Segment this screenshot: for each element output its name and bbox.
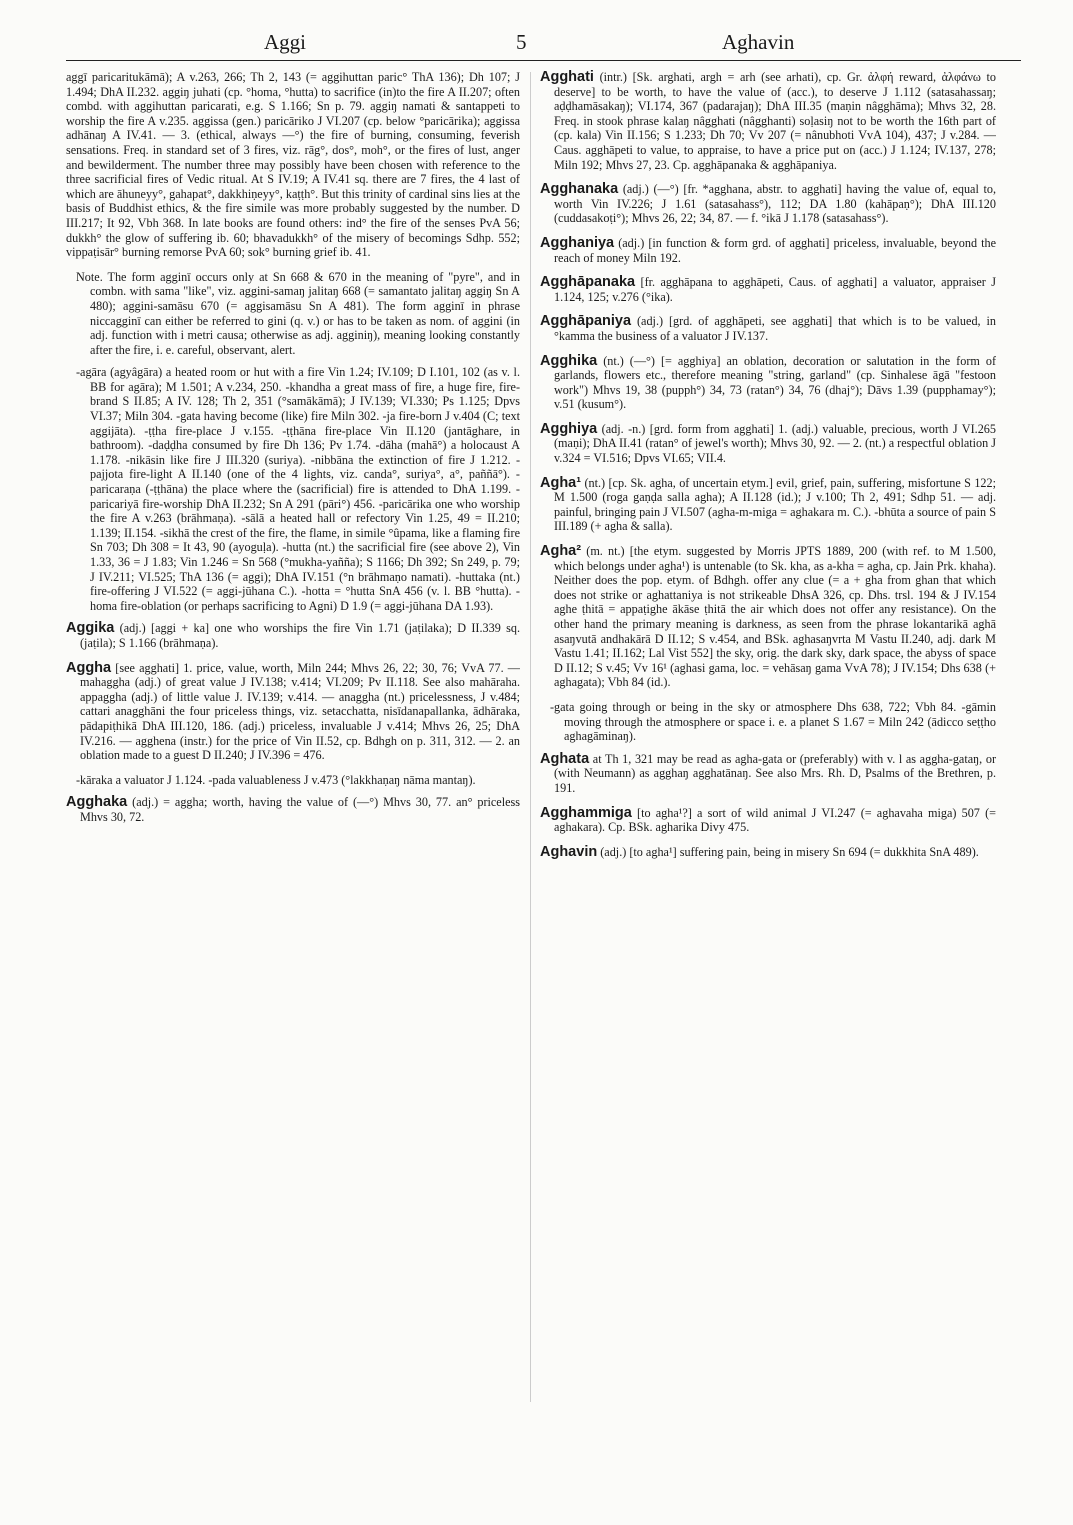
entry-headword: Agghāpanaka [540,274,636,291]
entry-body: (nt.) (—°) [= agghiya] an oblation, decoration or salutation in the form of garlands, flowers etc., therefore meaning "string, garland" (cp. Sinhalese āgā "festoon work") Mhvs 19, 38 (pupph°) 34, 73 (ratan°) 34, 76 (dhaj°); Dāvs 1.39 (pupphamay°); v.51 (kusum°). [554,353,996,412]
dictionary-entry [66,661,520,763]
page-number: 5 [516,30,527,54]
entry-body: -kāraka a valuator J 1.124. -pada valuableness J v.473 (°lakkhaṇaŋ nāma mantaŋ). [76,772,476,787]
dictionary-entry [540,700,996,744]
dictionary-entry [540,752,996,796]
entry-body: (intr.) [Sk. arghati, argh = arh (see arhati), cp. Gr. ἀλφή reward, ἀλφάνω to deserve] to be worth, to have the value of (acc.), to deserve J 1.112 (satasahassaŋ; aḍḍhamāsakaŋ); VI.174, 367 (padarajaŋ); DhA III.35 (maṇin nâgghāma); Mhvs 32, 28. Freq. in stook phrase kalaŋ nâgghati (nâgghanti) soḷasiŋ not to be worth the 16th part of (cp. kala) Vin II.156; S 1.233; Dh 70; Vv 207 (= nânubhoti VvA 104), 437; J v.284. — Caus. agghāpeti to value, to appraise, to have a price put on (acc.) J 1.124; IV.137, 278; Miln 192; Mhvs 27, 23. Cp. agghāpanaka & agghāpaniya. [554,70,996,172]
running-head-left: Aggi [264,30,306,54]
entry-headword: Agghati [540,70,594,85]
dictionary-entry [66,70,520,260]
header-rule [66,60,1021,61]
entry-body: aggī paricaritukāmā); A v.263, 266; Th 2, 143 (= aggihuttan paric° ThA 136); Dh 107; J 1.494; DhA II.232. aggiŋ juhati (cp. °homa, °hutta) to sacrifice (in)to the fire A II.207; often combd. with aggihuttan paricarati, e.g. S 1.166; Sn p. 79. aggiŋ namati & santappeti to worship the fire A v.235. aggissa (gen.) paricāriko J VI.207 (cp. below °paricārika); aggissa adhānaŋ A IV.41. — 3. (ethical, always —°) the fire of burning, consuming, feverish sensations. Freq. in standard set of 3 fires, viz. rāg°, dos°, moh°, or the fires of lust, anger and bewilderment. The number three may possibly have been chosen with reference to the three sacrificial fires of Vedic ritual. At S IV.19; A IV.41 sq. there are 7 fires, the 4 last of which are āhuneyy°, gahapat°, dakkhiṇeyy°, kaṭṭh°. But this trinity of cardinal sins lies at the basis of Buddhist ethics, & the fire simile was more probably suggested by the number. D III.217; It 92, Vbh 368. In late books are found others: ind° the fire of the senses PvA 56; dukkh° the glow of suffering ib. 60; bhavadukkh° of the misery of becomings Sdhp. 552; vippaṭisār° burning remorse PvA 60; sok° burning grief ib. 41. [66,70,520,260]
dictionary-entry [66,365,520,613]
entry-body: [to agha¹?] a sort of wild animal J VI.247 (= aghavaha miga) 507 (= aghakara). Cp. BSk. agharika Divy 475. [554,805,996,835]
dictionary-entry [540,354,996,412]
dictionary-entry [540,275,996,304]
entry-body: (adj.) [grd. of agghāpeti, see agghati] that which is to be valued, in °kamma the business of a valuator J IV.137. [554,314,996,343]
dictionary-entry [66,270,520,358]
right-column [540,70,996,1510]
entry-body: -agāra (agyâgāra) a heated room or hut with a fire Vin 1.24; IV.109; D I.101, 102 (as v. l. BB for agāra); M 1.501; A v.234, 250. -khandha a great mass of fire, a huge fire, fire-brand S II.85; A IV. 128; Th 2, 351 (°samākāmā); J IV.139; VI.330; Ps 1.125; Dpvs VI.37; Miln 304. -gata having become (like) fire Miln 302. -ja fire-born J v.404 (C; text aggijāta). -ṭṭha fire-place J v.155. -ṭṭhāna fire-place Vin II.120 (jantāghare, in bathroom). -daḍḍha consumed by fire Dh 136; Pv 1.74. -dāha (mahā°) a holocaust A 1.178. -nikāsin like fire J III.320 (suriya). -nibbāna the extinction of fire J 1.212. -pajjota fire-light A II.140 (one of the 4 lights, viz. canda°, suriya°, a°, paññā°). -paricaraṇa (-ṭṭhāna) the place where the (sacrificial) fire is attended to DhA 1.199. -paricariyā fire-worship DhA II.232; Sn A 291 (pāri°) 456. -paricārika one who worship the fire A v.263 (brāhmaṇa). -sālā a heated hall or refectory Vin 1.25, 49 = II.210; 1.139; II.154. -sikhā the crest of the fire, the flame, in simile °ûpama, like a flaming fire Sn 703; Dh 308 = It 43, 90 (ayoguḷa). -hutta (nt.) the sacrificial fire (see above 2), Vin 1.33, 36 = J 1.83; Vin 1.246 = Sn 568 (°mukha-yañña); S 1166; Dh 392; Sn 249, p. 79; J IV.211; VI.525; ThA 136 (= aggi); DhA IV.151 (°n brāhmaṇo namati). -huttaka (nt.) fire-offering J VI.522 (= aggi-jūhana C.). -hotta = °hutta SnA 456 (v. l. BB °hutta). -homa fire-oblation (or perhaps sacrificing to Agni) D 1.9 (= aggi-jūhana DA 1.93). [76,365,520,613]
dictionary-entry [540,544,996,690]
entry-headword: Agghika [540,352,598,369]
dictionary-entry [540,314,996,343]
entry-body: (nt.) [cp. Sk. agha, of uncertain etym.] evil, grief, pain, suffering, misfortune S 122; M 1.500 (roga gaṇḍa salla agha); A II.128 (id.); J v.100; Th 2, 491; Sdhp 51. — adj. painful, bringing pain J VI.507 (agha-m-miga = aghakara m. C.). -bhūta a source of pain S III.189 (+ agha & salla). [554,475,996,534]
entry-headword: Agghammiga [540,804,632,821]
dictionary-entry [540,476,996,534]
entry-headword: Aghata [540,750,590,767]
dictionary-entry [66,795,520,824]
entry-body: (adj.) (—°) [fr. *agghana, abstr. to agghati] having the value of, equal to, worth Vin IV.226; J 1.61 (satasahass°), 112; DA 1.80 (kahāpaṇ°); DhA III.120 (cuddasakoṭi°); Mhvs 26, 22; 34, 87. — f. °ikā J 1.178 (satasahass°). [554,182,996,226]
entry-body: (adj.) [to agha¹] suffering pain, being in misery Sn 694 (= dukkhita SnA 489). [600,844,979,859]
entry-body: (adj.) [aggi + ka] one who worships the fire Vin 1.71 (jaṭilaka); D II.339 sq. (jaṭila); S 1.166 (brāhmaṇa). [80,621,520,650]
entry-headword: Agghaniya [540,234,615,251]
entry-headword: Agghaka [66,794,128,811]
dictionary-entry [540,182,996,226]
dictionary-entry [540,70,996,172]
entry-body: at Th 1, 321 may be read as agha-gata or (preferably) with v. l as aggha-gataŋ, or (with Neumann) as agghaŋ agghatānaŋ. See also Mrs. Rh. D, Psalms of the Brethren, p. 191. [554,751,996,795]
entry-headword: Agghiya [540,420,598,437]
dictionary-entry [540,422,996,466]
entry-body: (adj. -n.) [grd. form from agghati] 1. (adj.) valuable, precious, worth J VI.265 (maṇi); DhA II.41 (ratan° of jewel's worth); Mhvs 30, 92. — 2. (nt.) a respectful oblation J v.324 = VI.516; Dpvs VI.65; VII.4. [554,421,996,466]
running-head-right: Aghavin [722,30,795,54]
entry-body: Note. The form agginī occurs only at Sn 668 & 670 in the meaning of "pyre", and in combn. with sama "like", viz. aggini-samaŋ jalitaŋ 668 (= samantato jalitaŋ aggiŋ Sn A 480); aggini-samāsu 670 (= aggisamāsu Sn A 481). The form agginī in phrase niccagginī can either be referred to gini (q. v.) or has to be taken as nom. of aggini (in adj. function with i metri causa; otherwise as adj. agginiŋ), meaning looking constantly after the fire, i. e. careful, observant, alert. [76,269,520,357]
dictionary-entry [540,236,996,265]
entry-headword: Aggha [66,659,112,676]
entry-headword: Aggika [66,620,115,637]
entry-headword: Agghāpaniya [540,313,632,330]
left-column [66,70,520,1510]
column-divider [530,72,531,1402]
entry-headword: Agha² [540,543,582,560]
dictionary-entry [66,773,520,788]
entry-body: [fr. agghāpana to agghāpeti, Caus. of agghati] a valuator, appraiser J 1.124, 125; v.276 (°ika). [554,275,996,304]
dictionary-entry [540,845,996,860]
entry-body: (adj.) [in function & form grd. of agghati] priceless, invaluable, beyond the reach of money Miln 192. [554,235,996,265]
entry-headword: Agha¹ [540,474,582,491]
entry-headword: Aghavin [540,843,598,860]
entry-body: (m. nt.) [the etym. suggested by Morris JPTS 1889, 200 (with ref. to M 1.500, which belongs under agha¹) is untenable (to Sk. kha, as a-kha = agha, cp. Jain Prk. khaha). Neither does the pop. etym. of Bdhgh. offer any clue (= a + gha from ghan that which does not strike or aghattaniya is not strikeable DhsA 326, cp. Dhs. trsl. 194 & J IV.154 aghe ṭhitā = appaṭighe ākāse ṭhitā the air which does not offer any resistance). On the other hand the primary meaning is darkness, as seen from the phrase lokantarikā aghā asaŋvutā andhakārā D II.12; S v.454, and BSk. aghasaŋvrta M Vastu II.240, adj. dark M Vastu 1.41; II.162; Lal Vist 552] the sky, orig. the dark sky, dark space, the abyss of space D II.12; S v.45; Vv 16¹ (aghasi gama, loc. = vehāsaŋ gama VvA 78); J IV.154; Dhs 638 (+ aghagata); Vbh 84 (id.). [554,544,996,690]
entry-body: [see agghati] 1. price, value, worth, Miln 244; Mhvs 26, 22; 30, 76; VvA 77. — mahaggha (adj.) of great value J IV.138; v.414; VI.209; Pv II.118. See also mahāraha. appaggha (adj.) of little value J. IV.139; v.414. — anaggha (nt.) pricelessness, J v.484; cattari anagghāni the four priceless things, viz. setacchatta, nisīdanapallanka, ādhāraka, pādapiṭhikā DhA III.120, 186. (adj.) priceless, invaluable J v.414; Mhvs 26, 25; DhA IV.216. — agghena (instr.) for the price of Vin II.52, cp. Bdhgh on p. 311, 312. — 2. an oblation made to a guest D II.240; J IV.396 = 476. [80,660,520,763]
dictionary-entry [66,621,520,650]
entry-body: -gata going through or being in the sky or atmosphere Dhs 638, 722; Vbh 84. -gāmin moving through the atmosphere or space i. e. a planet S 1.67 = Miln 242 (ādicco seṭṭho aghagāminaŋ). [550,699,996,744]
entry-body: (adj.) = aggha; worth, having the value of (—°) Mhvs 30, 77. an° priceless Mhvs 30, 72. [80,795,520,824]
dictionary-entry [540,806,996,835]
entry-headword: Agghanaka [540,181,619,198]
